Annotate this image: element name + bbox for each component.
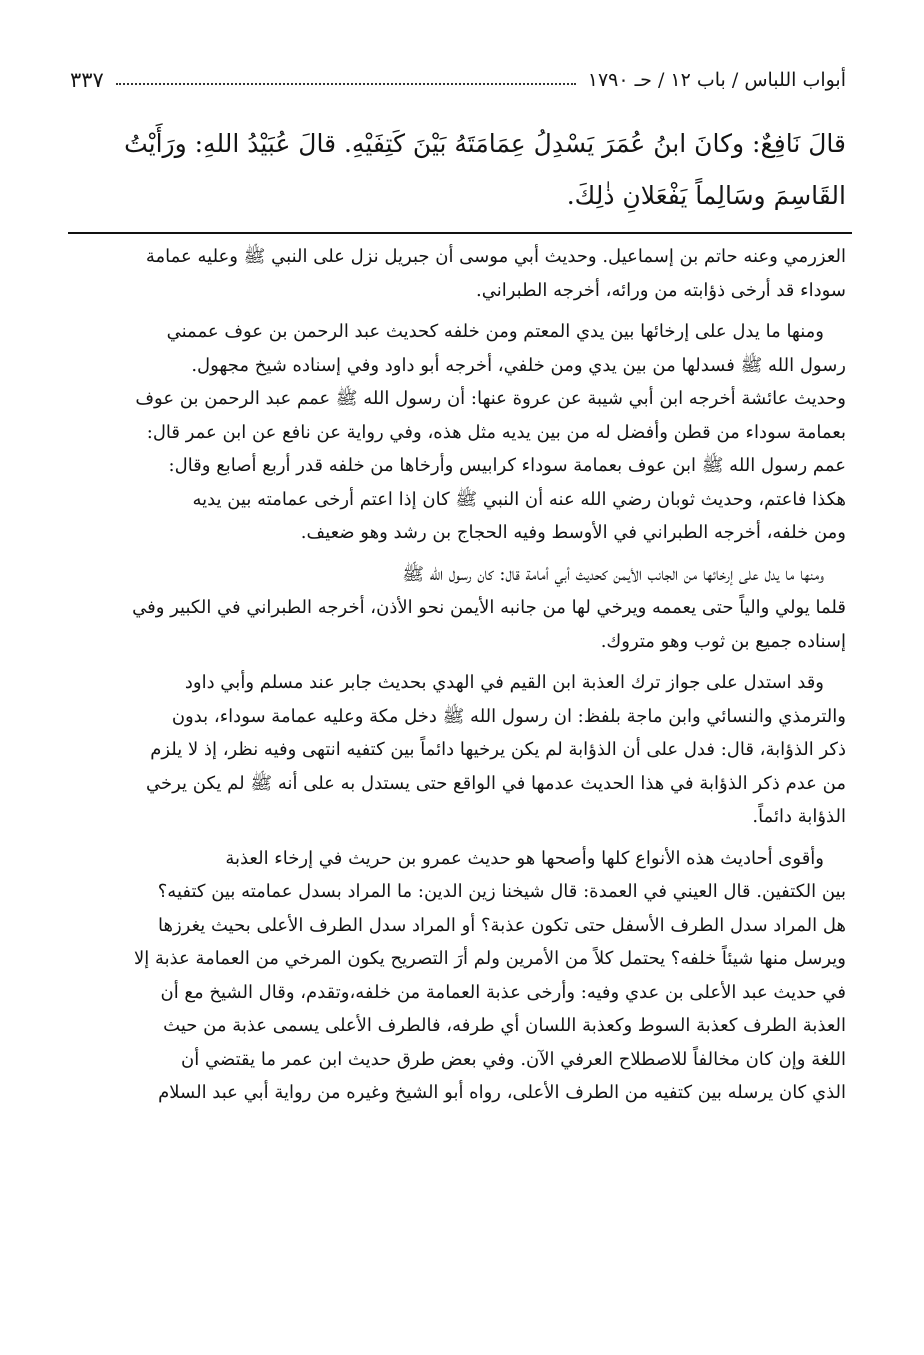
commentary-line: العذبة الطرف كعذبة السوط وكعذبة اللسان أي طرفه، فالطرف الأعلى يسمى عذبة من حيث bbox=[163, 1015, 846, 1036]
dotted-leader bbox=[116, 83, 576, 85]
commentary-line: بين الكتفين. قال العيني في العمدة: قال شيخنا زين الدين: ما المراد بسدل عمامته بين كتفيه؟ bbox=[157, 881, 846, 902]
commentary-paragraph bbox=[70, 558, 846, 659]
commentary-line: من عدم ذكر الذؤابة في هذا الحديث عدمها في الواقع حتى يستدل به على أنه ﷺ لم يكن يرخي bbox=[146, 772, 846, 794]
commentary-line: ومنها ما يدل على إرخائها بين يدي المعتم ومن خلفه كحديث عبد الرحمن بن عوف عممني bbox=[166, 321, 824, 342]
commentary-line: وحديث عائشة أخرجه ابن أبي شيبة عن عروة عنها: أن رسول الله ﷺ عمم عبد الرحمن بن عوف bbox=[135, 388, 846, 409]
commentary-line: وقد استدل على جواز ترك العذبة ابن القيم في الهدي بحديث جابر عند مسلم وأبي داود bbox=[184, 672, 824, 693]
commentary-section bbox=[70, 240, 846, 1110]
commentary-paragraph bbox=[70, 842, 846, 1110]
hadith-line: قالَ نَافِعٌ: وكانَ ابنُ عُمَرَ يَسْدِلُ عِمَامَتَهُ بَيْنَ كَتِفَيْهِ. قالَ عُبَيْدُ اللهِ: ورَأَيْتُ bbox=[124, 129, 846, 158]
running-header bbox=[70, 62, 846, 98]
commentary-line: ذكر الذؤابة، قال: فدل على أن الذؤابة لم يكن يرخيها دائماً بين كتفيه انتهى وفيه نظر، إذ لا يلزم bbox=[150, 739, 846, 760]
commentary-line: إسناده جميع بن ثوب وهو متروك. bbox=[600, 630, 846, 652]
commentary-line: هكذا فاعتم، وحديث ثوبان رضي الله عنه أن النبي ﷺ كان إذا اعتم أرخى عمامته بين يديه bbox=[192, 488, 846, 510]
running-title: أبواب اللباس / باب ١٢ / حـ ١٧٩٠ bbox=[587, 69, 846, 91]
page-number: ٣٣٧ bbox=[70, 68, 104, 92]
commentary-line: العزرمي وعنه حاتم بن إسماعيل. وحديث أبي موسى أن جبريل نزل على النبي ﷺ وعليه عمامة bbox=[145, 246, 846, 267]
commentary-line: ويرسل منها شيئاً خلفه؟ يحتمل كلاً من الأمرين ولم أرَ التصريح يكون المرخي من العمامة عذبة إلا bbox=[133, 948, 846, 969]
commentary-line: ومنها ما يدل على إرخائها من الجانب الأيمن كحديث أبي أمامة قال: كان رسول الله ﷺ bbox=[402, 563, 824, 585]
commentary-line: في حديث عبد الأعلى بن عدي وفيه: وأرخى عذبة العمامة من خلفه،وتقدم، وقال الشيخ مع أن bbox=[160, 981, 846, 1003]
commentary-line: ومن خلفه، أخرجه الطبراني في الأوسط وفيه الحجاج بن رشد وهو ضعيف. bbox=[300, 522, 846, 543]
commentary-line: هل المراد سدل الطرف الأسفل حتى تكون عذبة؟ أو المراد سدل الطرف الأعلى بحيث يغرزها bbox=[157, 914, 846, 936]
hadith-text bbox=[70, 118, 846, 222]
commentary-paragraph bbox=[70, 315, 846, 550]
commentary-line: بعمامة سوداء من قطن وأفضل له من بين يديه مثل هذه، وفي رواية عن نافع عن ابن عمر قال: bbox=[146, 421, 846, 443]
section-divider bbox=[68, 232, 852, 234]
commentary-line: سوداء قد أرخى ذؤابته من ورائه، أخرجه الطبراني. bbox=[476, 279, 846, 301]
commentary-line: والترمذي والنسائي وابن ماجة بلفظ: ان رسول الله ﷺ دخل مكة وعليه عمامة سوداء، بدون bbox=[171, 705, 846, 727]
commentary-line: الذؤابة دائماً. bbox=[752, 806, 846, 827]
commentary-line: رسول الله ﷺ فسدلها من بين يدي ومن خلفي، أخرجه أبو داود وفي إسناده شيخ مجهول. bbox=[191, 354, 846, 376]
hadith-line: القَاسِمَ وسَالِماً يَفْعَلانِ ذٰلِكَ. bbox=[566, 181, 846, 210]
commentary-line: اللغة وإن كان مخالفاً للاصطلاح العرفي الآن. وفي بعض طرق حديث ابن عمر ما يقتضي أن bbox=[181, 1048, 846, 1070]
commentary-paragraph bbox=[70, 666, 846, 834]
commentary-line: وأقوى أحاديث هذه الأنواع كلها وأصحها هو حديث عمرو بن حريث في إرخاء العذبة bbox=[225, 847, 824, 869]
commentary-line: الذي كان يرسله بين كتفيه من الطرف الأعلى، رواه أبو الشيخ وغيره من رواية أبي عبد السلام bbox=[158, 1082, 846, 1103]
commentary-line: قلما يولي والياً حتى يعممه ويرخي لها من جانبه الأيمن نحو الأذن، أخرجه الطبراني في الكبير وفي bbox=[132, 597, 846, 618]
commentary-paragraph bbox=[70, 240, 846, 307]
commentary-line: عمم رسول الله ﷺ ابن عوف بعمامة سوداء كرابيس وأرخاها من خلفه قدر أربع أصابع وقال: bbox=[168, 455, 846, 476]
